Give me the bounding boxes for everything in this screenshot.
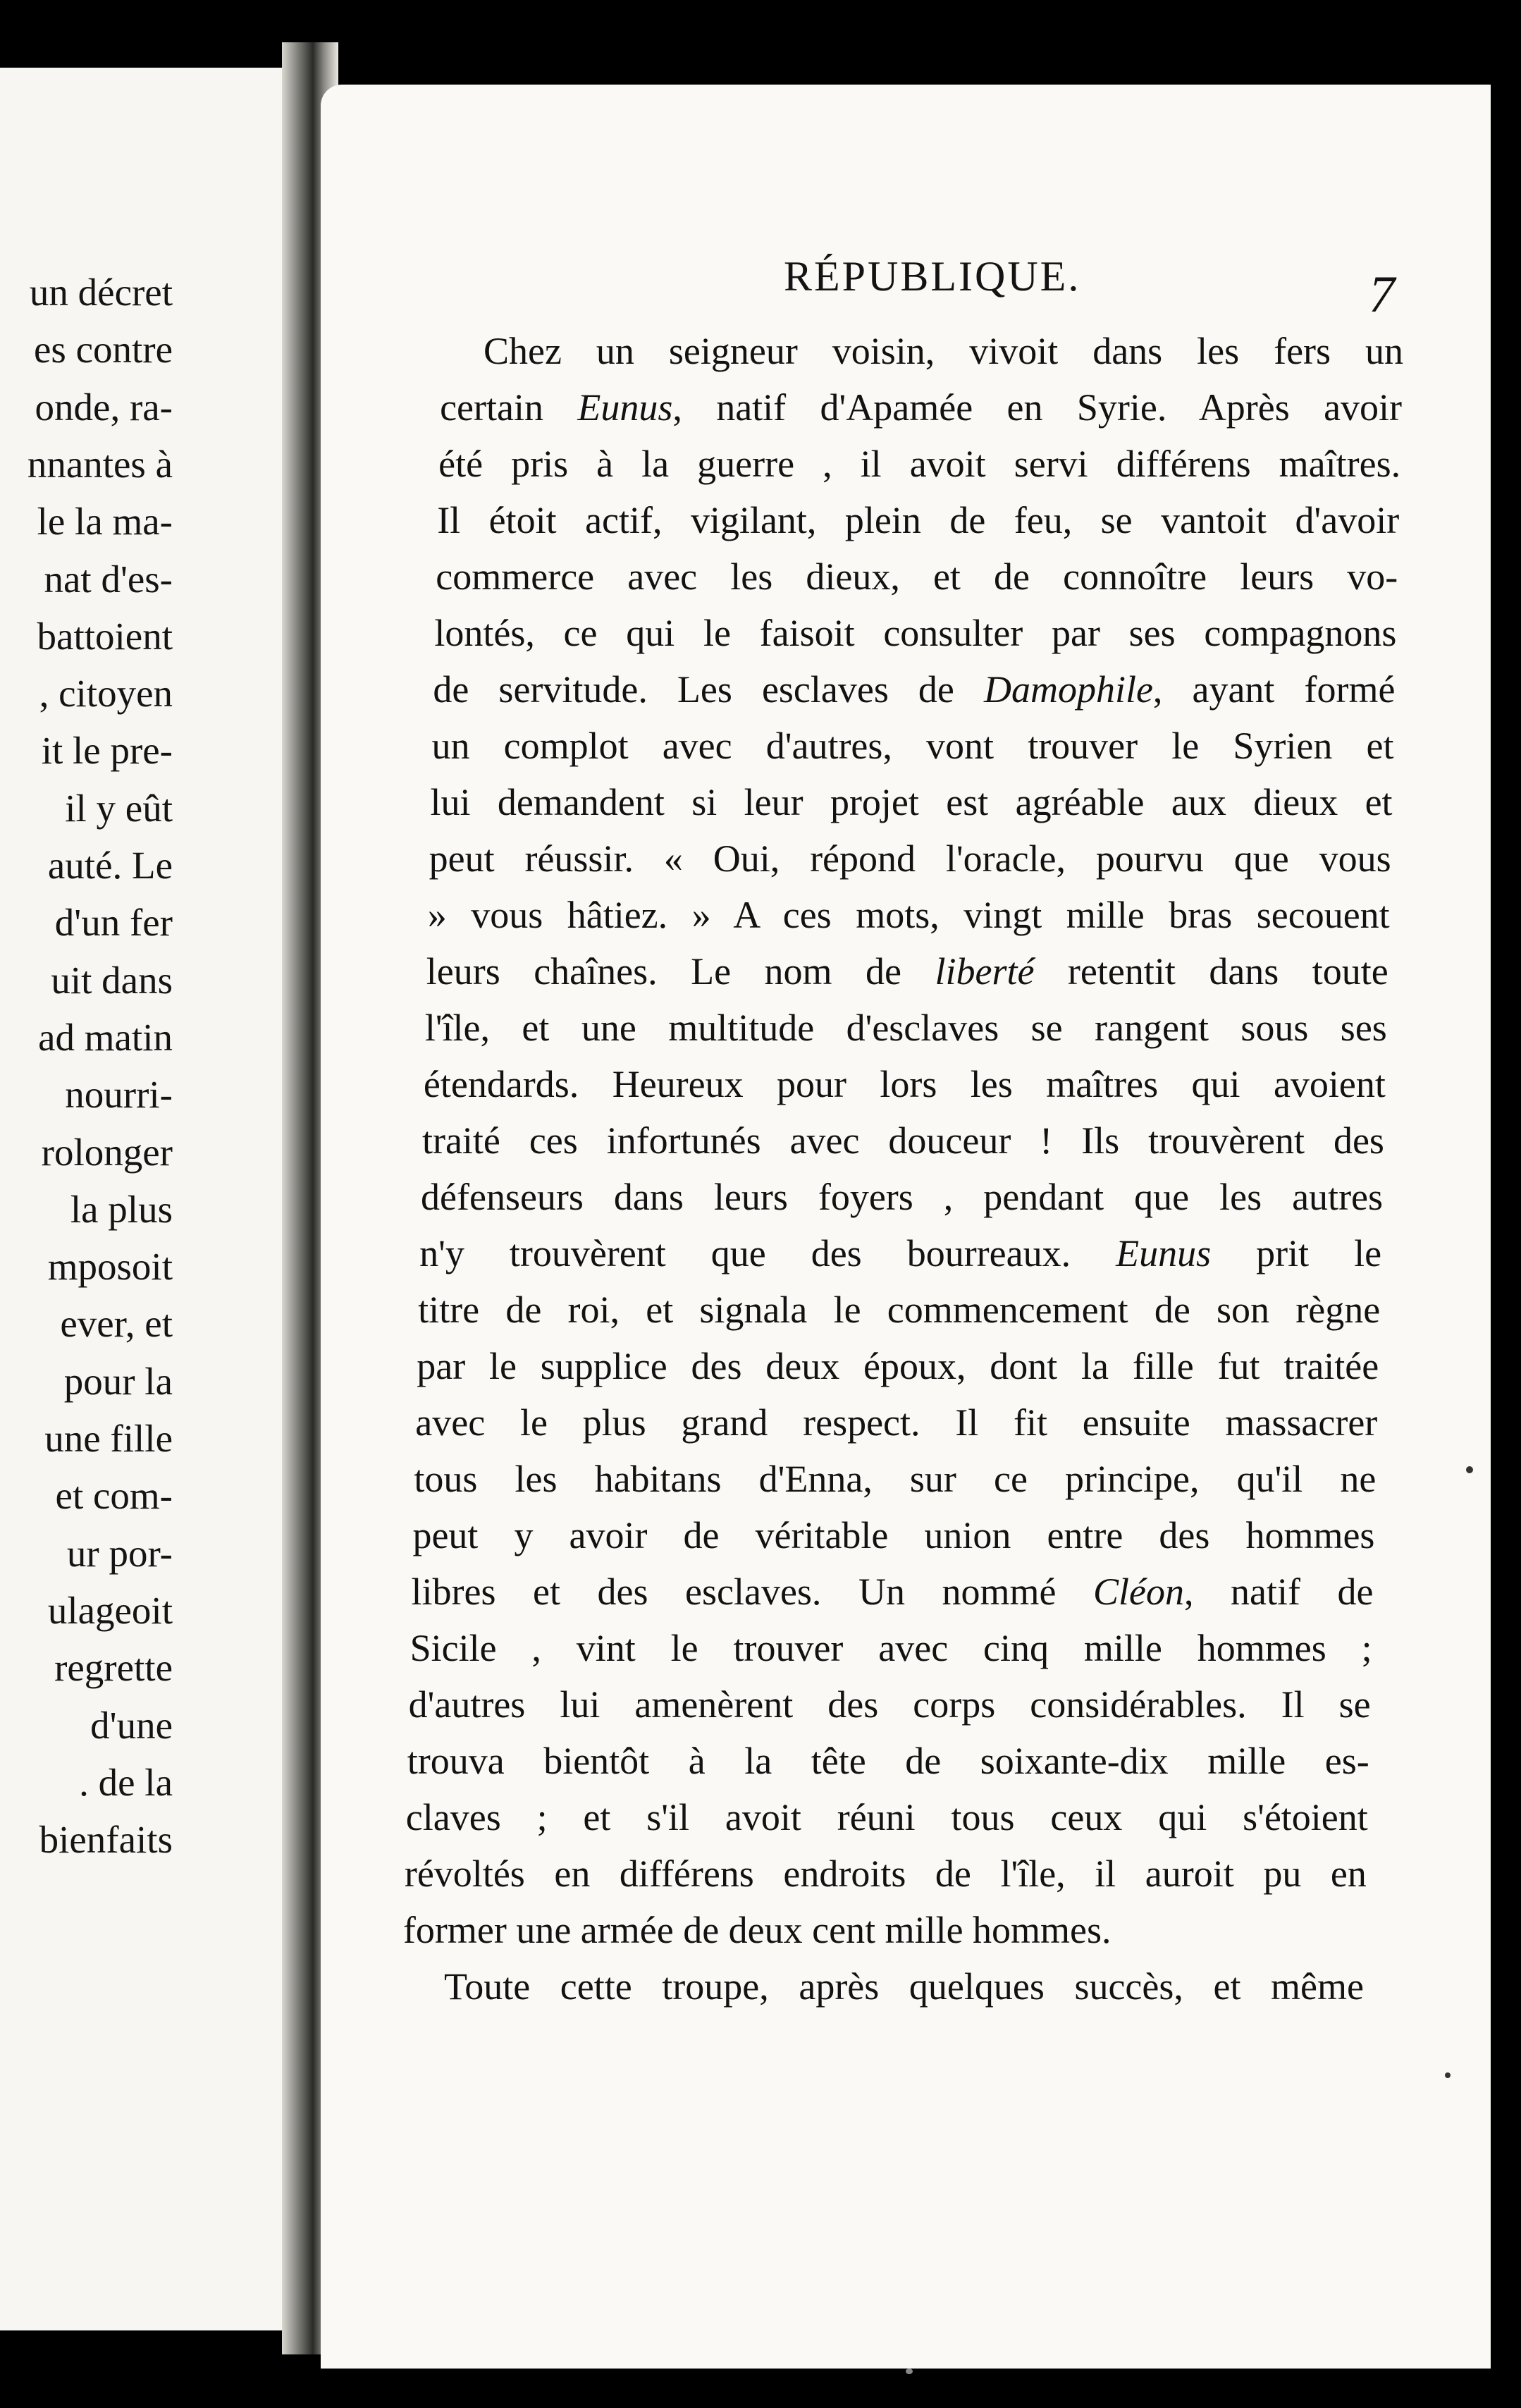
body-line: Sicile , vint le trouver avec cinq mille hommes ;	[410, 1627, 1372, 1669]
left-page-line: battoient	[37, 614, 173, 658]
body-line: tous les habitans d'Enna, sur ce principe, qu'il ne	[414, 1458, 1377, 1500]
body-line: commerce avec les dieux, et de connoître leurs vo-	[436, 555, 1398, 598]
left-page-line: , citoyen	[39, 672, 173, 715]
left-page-line: auté. Le	[47, 844, 173, 887]
left-page-line: d'un fer	[54, 901, 173, 945]
left-page-line: it le pre-	[41, 729, 173, 773]
body-line: lui demandent si leur projet est agréable aux dieux et	[430, 781, 1393, 823]
body-line: titre de roi, et signala le commencement de son règne	[418, 1289, 1381, 1331]
running-head: RÉPUBLIQUE.	[784, 253, 1081, 300]
body-line: former une armée de deux cent mille hommes.	[402, 1909, 1112, 1951]
left-page-line: le la ma-	[37, 500, 173, 543]
left-page-line: bienfaits	[39, 1818, 173, 1862]
left-page-line: ever, et	[60, 1302, 173, 1346]
body-line: claves ; et s'il avoit réuni tous ceux qui s'étoient	[405, 1796, 1368, 1838]
page-number: 7	[1369, 266, 1395, 324]
scan-speck	[1466, 1466, 1473, 1473]
left-page-line: nnantes à	[27, 442, 173, 486]
body-line: peut y avoir de véritable union entre des hommes	[412, 1514, 1375, 1556]
body-line: traité ces infortunés avec douceur ! Ils trouvèrent des	[421, 1119, 1384, 1162]
body-line: lontés, ce qui le faisoit consulter par ses compagnons	[434, 612, 1397, 654]
left-page-line: la plus	[70, 1187, 173, 1231]
body-line: l'île, et une multitude d'esclaves se rangent sous ses	[424, 1007, 1387, 1049]
body-line: certain Eunus, natif d'Apamée en Syrie. Après avoir	[440, 386, 1403, 429]
left-page-line: onde, ra-	[35, 385, 173, 429]
left-page-line: nourri-	[65, 1073, 173, 1117]
body-line: révoltés en différens endroits de l'île, il auroit pu en	[404, 1853, 1367, 1895]
body-line: trouva bientôt à la tête de soixante-dix mille es-	[407, 1740, 1369, 1782]
left-page-line: un décret	[29, 271, 173, 314]
body-line: d'autres lui amenèrent des corps considérables. Il se	[408, 1683, 1371, 1726]
body-line: leurs chaînes. Le nom de liberté retentit dans toute	[426, 950, 1388, 993]
body-line: été pris à la guerre , il avoit servi différens maîtres.	[438, 443, 1401, 485]
body-line: Il étoit actif, vigilant, plein de feu, se vantoit d'avoir	[437, 499, 1400, 541]
scan-speck	[1445, 2072, 1451, 2078]
body-line: Toute cette troupe, après quelques succès, et même	[444, 1965, 1364, 2008]
body-line: par le supplice des deux époux, dont la fille fut traitée	[417, 1345, 1379, 1387]
left-page-line: nat d'es-	[44, 557, 173, 601]
left-page-line: rolonger	[41, 1130, 173, 1174]
body-line: libres et des esclaves. Un nommé Cléon, natif de	[411, 1571, 1374, 1613]
body-line: de servitude. Les esclaves de Damophile, ayant formé	[433, 668, 1396, 711]
left-page-line: ur por-	[66, 1531, 173, 1575]
left-page-line: ad matin	[38, 1015, 173, 1059]
left-page-line: regrette	[54, 1646, 173, 1690]
left-page-line: mposoit	[47, 1245, 173, 1289]
left-page-line: pour la	[63, 1359, 173, 1403]
left-page-line: et com-	[55, 1474, 173, 1518]
left-page-line: . de la	[79, 1760, 173, 1804]
scan-speck	[906, 2369, 913, 2374]
body-line: un complot avec d'autres, vont trouver le Syrien et	[431, 725, 1394, 767]
left-page-line: es contre	[34, 328, 173, 371]
body-line: défenseurs dans leurs foyers , pendant que les autres	[421, 1176, 1384, 1218]
body-line: étendards. Heureux pour lors les maîtres qui avoient	[423, 1063, 1386, 1105]
left-page-line: d'une	[90, 1703, 173, 1747]
left-page-line: il y eût	[65, 786, 173, 830]
body-line: » vous hâtiez. » A ces mots, vingt mille bras secouent	[427, 894, 1390, 936]
left-page-line: ulageoit	[47, 1588, 173, 1632]
body-line: Chez un seigneur voisin, vivoit dans les fers un	[484, 330, 1403, 372]
left-page-line: une fille	[44, 1417, 173, 1460]
body-line: n'y trouvèrent que des bourreaux. Eunus prit le	[419, 1232, 1382, 1274]
left-page-fragment	[0, 68, 295, 2330]
left-page-line: uit dans	[51, 958, 173, 1002]
body-line: peut réussir. « Oui, répond l'oracle, pourvu que vous	[429, 837, 1391, 880]
body-line: avec le plus grand respect. Il fit ensuite massacrer	[415, 1401, 1378, 1444]
